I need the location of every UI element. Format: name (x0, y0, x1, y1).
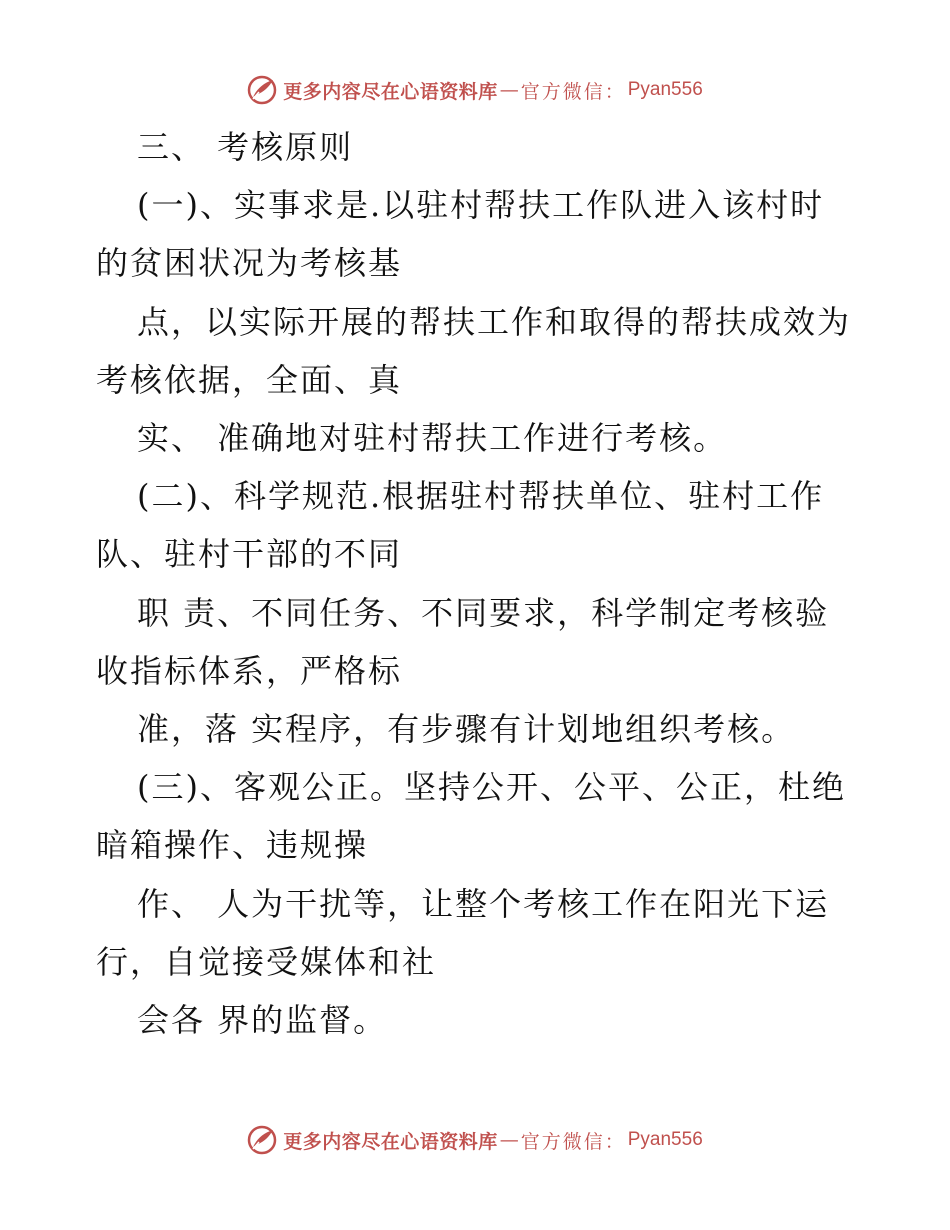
text-line: 点，以实际开展的帮扶工作和取得的帮扶成效为 (137, 303, 852, 341)
text-line: 职 责、不同任务、不同要求，科学制定考核验 (137, 594, 830, 632)
text-line: 收指标体系，严格标 (96, 652, 403, 690)
text-line: 会各 界的监督。 (137, 1001, 388, 1039)
text-line: 行，自觉接受媒体和社 (96, 943, 437, 981)
text-line: 作、 人为干扰等，让整个考核工作在阳光下运 (137, 885, 830, 923)
text-line: (三)、客观公正。坚持公开、公平、公正，杜绝 (137, 768, 846, 806)
footer-banner (0, 1120, 950, 1160)
text-line: 队、驻村干部的不同 (96, 535, 403, 573)
banner-wechat-id: Pyan556 (627, 1129, 703, 1150)
text-line: (一)、实事求是.以驻村帮扶工作队进入该村时 (137, 186, 825, 224)
text-line: 的贫困状况为考核基 (96, 244, 403, 282)
banner-title: 更多内容尽在心语资料库 (283, 80, 498, 103)
header-banner-text (283, 77, 703, 104)
quill-logo-icon (247, 75, 277, 105)
text-line: 实、 准确地对驻村帮扶工作进行考核。 (137, 419, 728, 457)
banner-wechat-label: 官方微信： (520, 80, 626, 103)
footer-banner-text (283, 1127, 703, 1154)
text-line: 考核依据，全面、真 (96, 361, 403, 399)
header-banner (0, 70, 950, 110)
banner-separator: — (499, 1129, 519, 1151)
banner-wechat-id: Pyan556 (627, 79, 703, 100)
banner-wechat-label: 官方微信： (520, 1130, 626, 1153)
section-heading: 三、 考核原则 (137, 128, 354, 166)
banner-title: 更多内容尽在心语资料库 (283, 1130, 498, 1153)
text-line: 暗箱操作、违规操 (96, 826, 369, 864)
banner-separator: — (499, 79, 519, 101)
quill-logo-icon (247, 1125, 277, 1155)
text-line: 准，落 实程序，有步骤有计划地组织考核。 (137, 710, 796, 748)
text-line: (二)、科学规范.根据驻村帮扶单位、驻村工作 (137, 477, 825, 515)
